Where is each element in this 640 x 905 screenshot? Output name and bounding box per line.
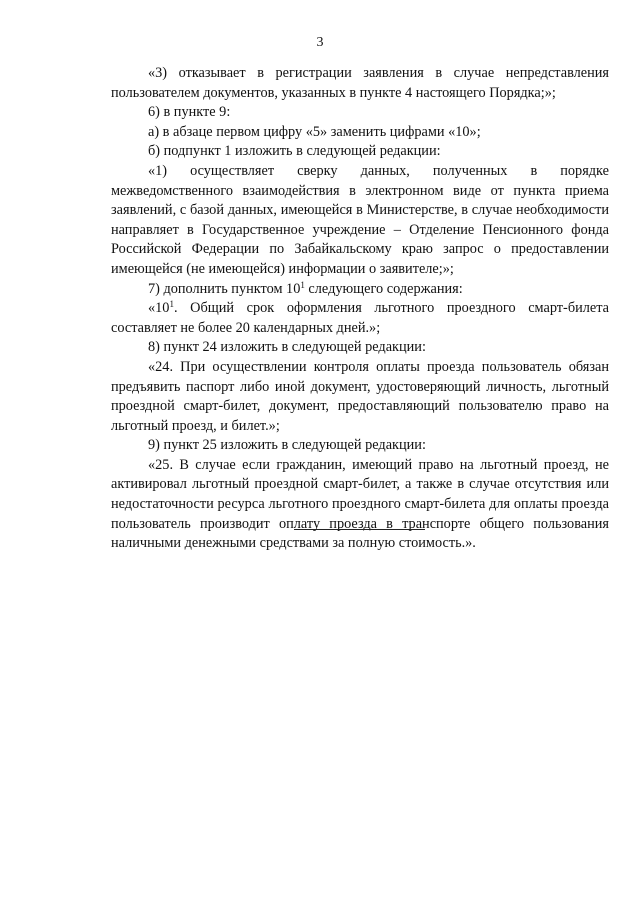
paragraph-point-24-text: «24. При осуществлении контроля оплаты проезда пользователь обязан предъявить паспорт либо иной документ, удостоверяющий личность, льготный проездной смарт-билет, документ, предоставляющий пользователю право на льготный проезд, и билет.»; bbox=[111, 358, 609, 434]
paragraph-item-7 bbox=[111, 280, 609, 300]
point-10-1-text-start: «10 bbox=[148, 300, 170, 317]
paragraph-subpoint-1-text: «1) осуществляет сверку данных, полученных в порядке межведомственного взаимодействия в электронном виде от пункта приема заявлений, с базой данных, имеющейся в Министерстве, в случае необходимости направляет в Государственное учреждение – Отделение Пенсионного фонда Российской Федерации по Забайкальскому краю запрос о предоставлении имеющейся (не имеющейся) информации о заявителе;»; bbox=[111, 162, 609, 277]
item-7-superscript: 1 bbox=[300, 279, 305, 290]
point-10-1-text-end: . Общий срок оформления льготного проездного смарт-билета составляет не более 20 календарных дней.»; bbox=[111, 300, 609, 336]
paragraph-point-10-1 bbox=[111, 299, 609, 338]
item-7-text-end: следующего содержания: bbox=[304, 280, 463, 297]
item-7-text-start: 7) дополнить пунктом 10 bbox=[148, 280, 301, 297]
paragraph-subitem-a: а) в абзаце первом цифру «5» заменить цифрами «10»; bbox=[148, 123, 481, 140]
closing-rule bbox=[294, 529, 425, 530]
paragraph-point-3: «3) отказывает в регистрации заявления в случае непредставления пользователем документов, указанных в пункте 4 настоящего Порядка;»; bbox=[111, 65, 609, 101]
page-number: 3 bbox=[316, 35, 324, 50]
paragraph-item-6: 6) в пункте 9: bbox=[148, 104, 231, 121]
paragraph-item-9: 9) пункт 25 изложить в следующей редакции: bbox=[148, 437, 426, 454]
document-body bbox=[111, 64, 609, 554]
paragraph-point-25-text: «25. В случае если гражданин, имеющий право на льготный проезд, не активировал льготный проездной смарт-билет, а также в случае отсутствия или недостаточности ресурса льготного проездного смарт-билета для оплаты проезда пользователь производит оплату проезда в транспорте общего пользования наличными денежными средствами за полную стоимость.». bbox=[111, 456, 609, 552]
paragraph-item-8: 8) пункт 24 изложить в следующей редакции: bbox=[148, 339, 426, 356]
point-10-1-superscript: 1 bbox=[169, 299, 174, 310]
paragraph-subitem-b: б) подпункт 1 изложить в следующей редакции: bbox=[148, 143, 441, 160]
